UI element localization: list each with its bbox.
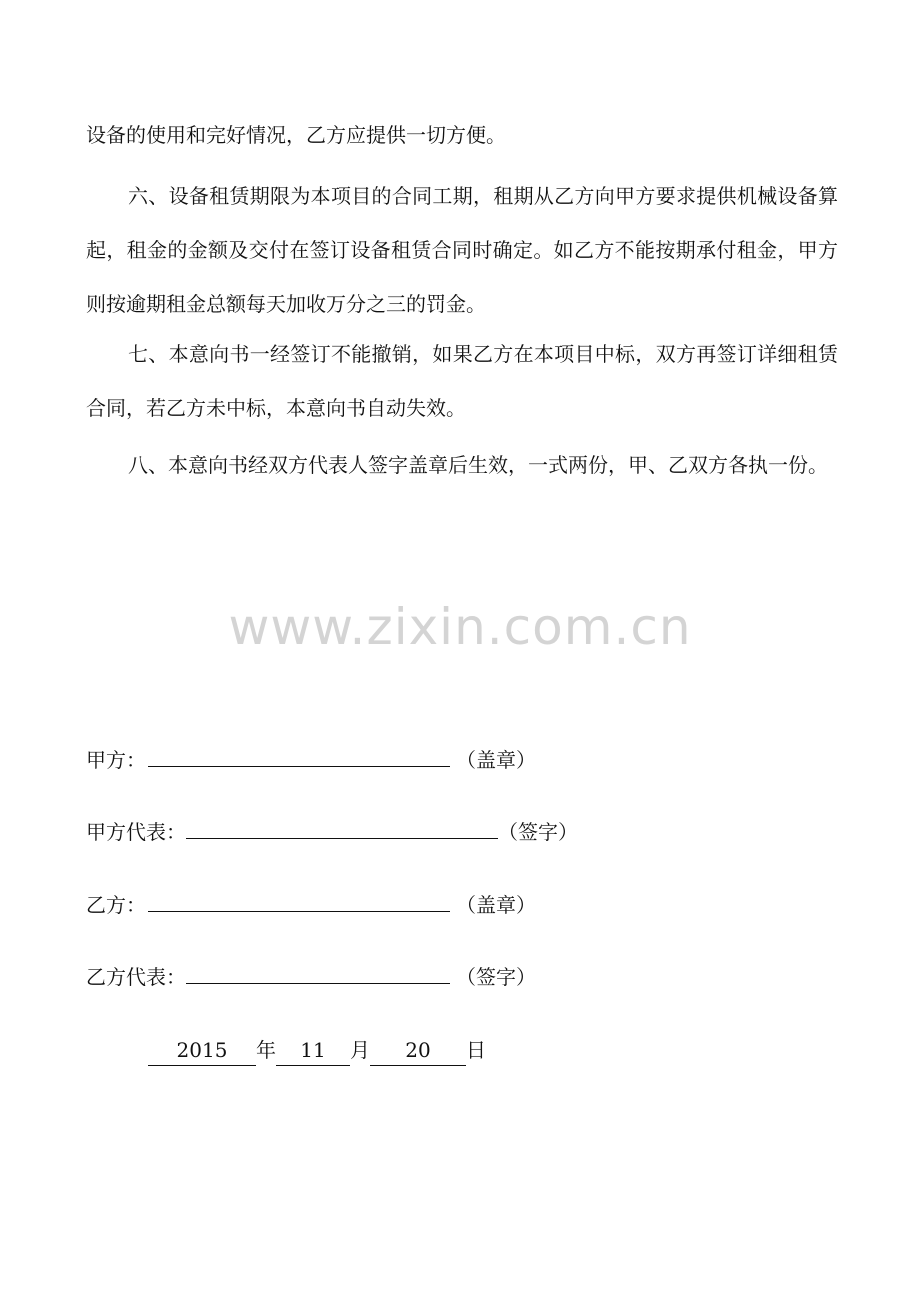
watermark: www.zixin.com.cn <box>228 598 692 656</box>
date-month-unit: 月 <box>350 1038 370 1062</box>
party-a-signature-row <box>86 744 536 775</box>
party-b-note: （盖章） <box>456 893 536 917</box>
party-a-rep-note: （签字） <box>498 820 578 844</box>
date-day-unit: 日 <box>466 1038 486 1062</box>
paragraph-clause-six: 六、设备租赁期限为本项目的合同工期，租期从乙方向甲方要求提供机械设备算起，租金的金额及交付在签订设备租赁合同时确定。如乙方不能按期承付租金，甲方则按逾期租金总额每天加收万分之三的罚金。 <box>86 184 838 316</box>
party-b-rep-label: 乙方代表： <box>86 965 186 989</box>
party-a-note: （盖章） <box>456 748 536 772</box>
signing-date-row <box>148 1035 486 1066</box>
party-a-blank-line <box>148 744 450 767</box>
paragraph-clause-eight: 八、本意向书经双方代表人签字盖章后生效，一式两份，甲、乙双方各执一份。 <box>128 453 828 477</box>
date-month: 11 <box>276 1035 350 1066</box>
party-b-rep-blank-line <box>186 961 450 984</box>
paragraph-clause-seven: 七、本意向书一经签订不能撤销，如果乙方在本项目中标，双方再签订详细租赁合同，若乙方未中标，本意向书自动失效。 <box>86 342 838 420</box>
date-year-unit: 年 <box>256 1038 276 1062</box>
party-b-rep-signature-row <box>86 961 536 992</box>
party-b-rep-note: （签字） <box>456 965 536 989</box>
party-a-rep-blank-line <box>186 816 498 839</box>
paragraph-continuation: 设备的使用和完好情况，乙方应提供一切方便。 <box>86 123 506 147</box>
party-a-label: 甲方： <box>86 748 146 772</box>
party-b-signature-row <box>86 889 536 920</box>
date-year: 2015 <box>148 1035 256 1066</box>
party-b-blank-line <box>148 889 450 912</box>
party-b-label: 乙方： <box>86 893 146 917</box>
party-a-rep-signature-row <box>86 816 578 847</box>
party-a-rep-label: 甲方代表： <box>86 820 186 844</box>
date-day: 20 <box>370 1035 466 1066</box>
